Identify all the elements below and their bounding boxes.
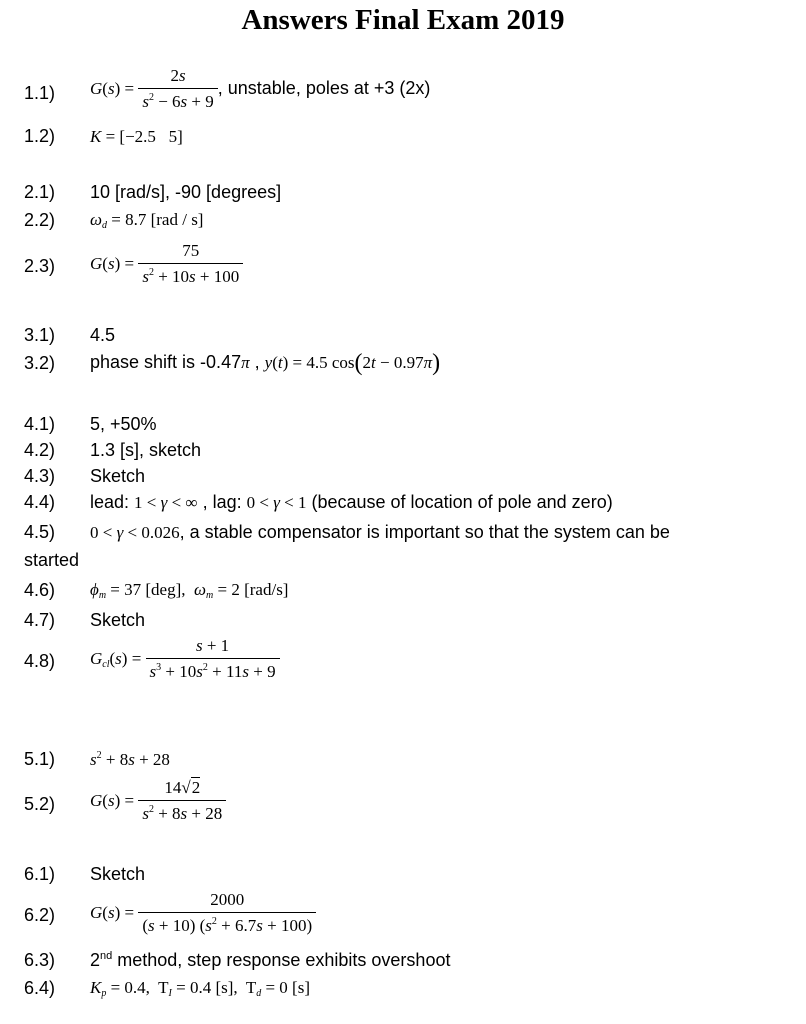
answer-6-3: 2nd method, step response exhibits overshoot — [90, 950, 451, 970]
answer-4-4: lead: 1 < γ < ∞ , lag: 0 < γ < 1 (because of location of pole and zero) — [90, 492, 613, 512]
answer-4-8: $G_{cl}(s)$ = $\frac{s + 1}{s^3 + 10s^2 + 11s + 9}$ — [90, 636, 280, 682]
answer-1-1: G(s) = $\frac{2s}{s^2 - 6s + 9}$ , unstable, poles at +3 (2x) — [90, 66, 431, 111]
fraction: $\frac{2s}{s^2 - 6s + 9}$ — [138, 66, 217, 112]
fraction: $\frac{75}{s^2 + 10s + 100}$ — [138, 241, 243, 287]
item-number: 4.7) — [24, 610, 56, 630]
item-number: 2.2) — [24, 210, 56, 230]
page-title: Answers Final Exam 2019 — [241, 4, 565, 36]
item-number: 1.2) — [24, 126, 56, 146]
answer-2-3: G(s) = $\frac{75}{s^2 + 10s + 100}$ — [90, 241, 243, 287]
answer-4-7: Sketch — [90, 610, 146, 630]
answer-2-1: 10 [rad/s], -90 [degrees] — [90, 182, 282, 202]
answer-4-1: 5, +50% — [90, 414, 157, 434]
item-number: 5.2) — [24, 794, 56, 814]
answer-4-2: 1.3 [s], sketch — [90, 440, 202, 460]
item-number: 4.4) — [24, 492, 56, 512]
answer-4-5-text: , a stable compensator is important so that the system can be — [179, 522, 670, 542]
item-number: 4.6) — [24, 580, 56, 600]
answer-4-6: $\phi_m = 37$ [deg], $\omega_m = 2$ [rad/s] — [90, 580, 289, 601]
answer-3-2-text: phase shift is -0.47 — [90, 352, 242, 372]
item-number: 4.2) — [24, 440, 56, 460]
item-number: 6.1) — [24, 864, 56, 884]
item-number: 6.2) — [24, 905, 56, 925]
answer-3-2: phase shift is -0.47π , y(t) = 4.5 cos(2t − 0.97π) — [90, 350, 441, 376]
answer-6-3-text: method, step response exhibits overshoot — [112, 950, 451, 970]
item-number: 4.3) — [24, 466, 56, 486]
answer-1-1-text: , unstable, poles at +3 (2x) — [217, 77, 431, 98]
item-number: 2.1) — [24, 182, 56, 202]
item-number: 3.2) — [24, 353, 56, 373]
item-number: 4.8) — [24, 651, 56, 671]
answer-4-4-text: (because of location of pole and zero) — [311, 492, 613, 512]
item-number: 2.3) — [24, 256, 56, 276]
item-number: 6.4) — [24, 978, 56, 998]
answer-5-1: $s^2 + 8s + 28$ — [90, 750, 170, 769]
item-number: 4.1) — [24, 414, 56, 434]
answer-3-1: 4.5 — [90, 325, 116, 345]
fraction: $\frac{14√2}{s^2 + 8s + 28}$ — [138, 778, 226, 824]
answer-2-2: $\omega_d = 8.7$ [rad / s] — [90, 210, 204, 231]
answer-2-2-value: = 8.7 [rad / s] — [111, 210, 204, 229]
answer-4-5-wrap: started — [24, 550, 80, 570]
item-number: 1.1) — [24, 83, 56, 103]
answer-4-5: 0 < γ < 0.026, a stable compensator is important so that the system can be — [90, 522, 670, 542]
answer-6-1: Sketch — [90, 864, 146, 884]
answer-6-2: G(s) = $\frac{2000}{(s + 10) (s^2 + 6.7s + 100)}$ — [90, 890, 316, 936]
item-number: 3.1) — [24, 325, 56, 345]
answer-1-2: K = [−2.5 5] — [90, 127, 183, 146]
fraction: $\frac{s + 1}{s^3 + 10s^2 + 11s + 9}$ — [146, 636, 280, 682]
item-number: 4.5) — [24, 522, 56, 542]
answer-6-4: $K_p = 0.4$, $T_I = 0.4$ [s], $T_d = 0$ [s] — [90, 978, 310, 999]
fraction: $\frac{2000}{(s + 10) (s^2 + 6.7s + 100)}$ — [138, 890, 316, 936]
answer-4-3: Sketch — [90, 466, 146, 486]
answer-5-2: G(s) = $\frac{14√2}{s^2 + 8s + 28}$ — [90, 778, 226, 824]
item-number: 5.1) — [24, 749, 56, 769]
item-number: 6.3) — [24, 950, 56, 970]
